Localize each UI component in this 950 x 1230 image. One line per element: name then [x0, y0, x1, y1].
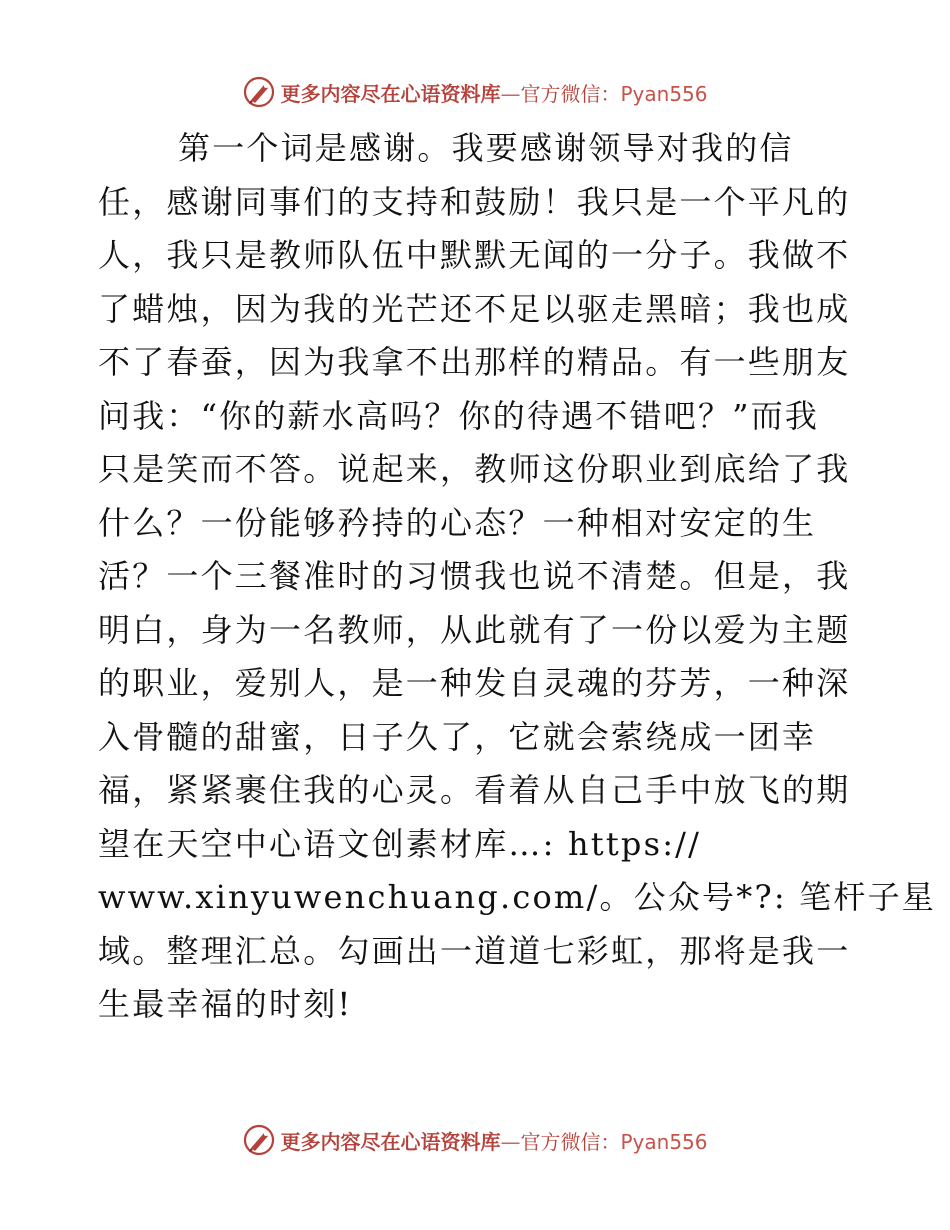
paragraph-line: 任，感谢同事们的支持和鼓励！我只是一个平凡的	[98, 182, 851, 221]
paragraph-line: 明白，身为一名教师，从此就有了一份以爱为主题	[98, 610, 851, 649]
header-wechat-id: Pyan556	[620, 81, 708, 106]
footer-wechat-id: Pyan556	[620, 1129, 708, 1154]
paragraph-line: 的职业，爱别人，是一种发自灵魂的芬芳，一种深	[98, 664, 851, 702]
paragraph-line: 入骨髓的甜蜜，日子久了，它就会萦绕成一团幸	[98, 717, 817, 756]
paragraph-line: 福，紧紧裹住我的心灵。看着从自己手中放飞的期	[98, 771, 851, 809]
paragraph-line: 望在天空中心语文创素材库…: https://	[98, 824, 702, 863]
paragraph-line: 不了春蚕，因为我拿不出那样的精品。有一些朋友	[98, 343, 851, 381]
header-dash: —	[500, 81, 521, 106]
footer-banner	[0, 1120, 950, 1160]
footer-wechat-label: 官方微信：	[520, 1129, 621, 1154]
footer-dash: —	[500, 1129, 521, 1154]
pen-logo-icon	[242, 75, 276, 109]
paragraph-line: 人，我只是教师队伍中默默无闻的一分子。我做不	[98, 236, 851, 274]
paragraph-line: 域。整理汇总。勾画出一道道七彩虹，那将是我一	[98, 931, 851, 970]
paragraph-line: 活？一个三餐准时的习惯我也说不清楚。但是，我	[98, 557, 851, 595]
header-wechat-label: 官方微信：	[520, 81, 621, 106]
paragraph-line: 问我：“你的薪水高吗？你的待遇不错吧？”而我	[98, 396, 820, 435]
paragraph-line: www.xinyuwenchuang.com/。公众号*?: 笔杆子星	[98, 878, 936, 916]
paragraph-line: 了蜡烛，因为我的光芒还不足以驱走黑暗；我也成	[98, 289, 851, 328]
pen-logo-icon	[242, 1123, 276, 1157]
footer-site-text: 更多内容尽在心语资料库	[280, 1129, 501, 1154]
document-body	[98, 122, 936, 1032]
header-banner	[0, 72, 950, 112]
footer-text	[280, 1126, 707, 1155]
header-text	[280, 78, 707, 107]
header-site-text: 更多内容尽在心语资料库	[280, 81, 501, 106]
paragraph-line: 什么？一份能够矜持的心态？一种相对安定的生	[98, 503, 817, 542]
paragraph-line: 生最幸福的时刻!	[98, 985, 353, 1023]
paragraph-line: 只是笑而不答。说起来，教师这份职业到底给了我	[98, 450, 851, 488]
paragraph-line: 第一个词是感谢。我要感谢领导对我的信	[178, 129, 794, 167]
